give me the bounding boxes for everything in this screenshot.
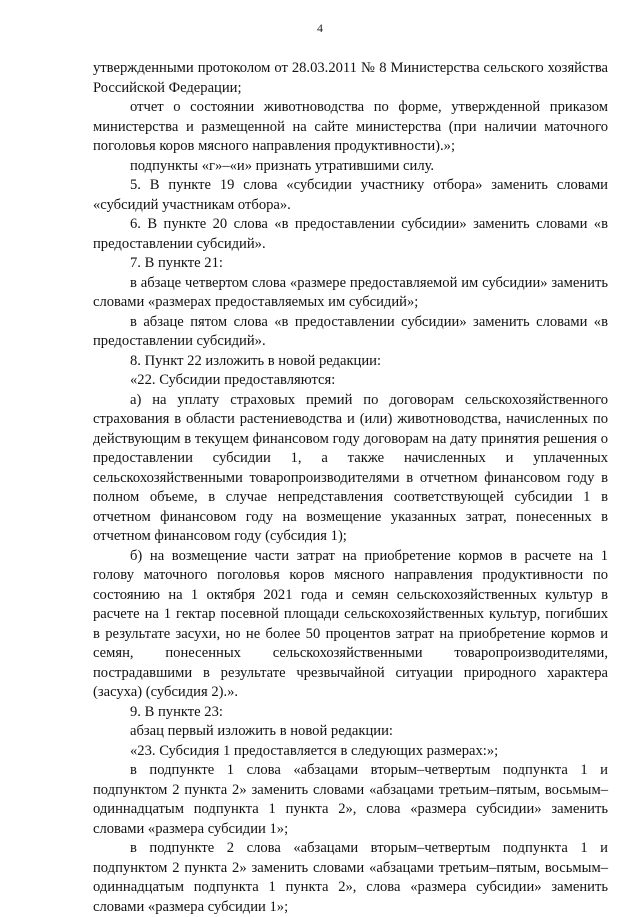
document-body xyxy=(93,59,608,917)
paragraph: а) на уплату страховых премий по договорам сельскохозяйственного страхования в области растениеводства и (или) животноводства, начисленных по действующим в текущем финансовом году договорам на дату принятия решения о предоставлении субсидии 1, а также начисленных и уплаченных сельскохозяйственными товаропроизводителями в отчетном финансовом году в полном объеме, в случае непредставления соответствующей субсидии 1 в отчетном финансовом году на возмещение указанных затрат, понесенных в отчетном финансовом году (субсидия 1); xyxy=(93,391,608,544)
paragraph: 8. Пункт 22 изложить в новой редакции: xyxy=(130,352,382,369)
paragraph: 7. В пункте 21: xyxy=(130,255,223,271)
paragraph: абзац первый изложить в новой редакции: xyxy=(130,723,393,739)
paragraph: утвержденными протоколом от 28.03.2011 № 8 Министерства сельского хозяйства Российской Федерации; xyxy=(93,60,608,96)
paragraph: 5. В пункте 19 слова «субсидии участнику отбора» заменить словами «субсидий участникам отбора». xyxy=(93,177,608,213)
paragraph: в абзаце пятом слова «в предоставлении субсидии» заменить словами «в предоставлении субсидий». xyxy=(93,313,608,349)
page-number: 4 xyxy=(317,21,323,35)
paragraph: в абзаце четвертом слова «размере предоставляемой им субсидии» заменить словами «размерах предоставляемых им субсидий»; xyxy=(93,274,608,310)
paragraph: подпункты «г»–«и» признать утратившими силу. xyxy=(130,157,435,174)
paragraph: 6. В пункте 20 слова «в предоставлении субсидии» заменить словами «в предоставлении субсидий». xyxy=(93,216,608,252)
paragraph: 9. В пункте 23: xyxy=(130,703,223,720)
paragraph: в подпункте 1 слова «абзацами вторым–четвертым подпункта 1 и подпунктом 2 пункта 2» заменить словами «абзацами третьим–пятым, восьмым–одиннадцатым подпункта 1 пункта 2», слова «размера субсидии» заменить словами «размера субсидии 1»; xyxy=(93,762,608,837)
paragraph: б) на возмещение части затрат на приобретение кормов в расчете на 1 голову маточного поголовья коров мясного направления продуктивности по состоянию на 1 октября 2021 года и семян сельскохозяйственных культур в расчете на 1 гектар посевной площади сельскохозяйственных культур, погибших в результате засухи, но не более 50 процентов затрат на приобретение кормов и семян, понесенных сельскохозяйственными товаропроизводителями, пострадавшими в результате чрезвычайной ситуации природного характера (засуха) (субсидия 2).». xyxy=(93,547,608,700)
paragraph: «22. Субсидии предоставляются: xyxy=(130,372,336,388)
paragraph: в подпункте 2 слова «абзацами вторым–четвертым подпункта 1 и подпунктом 2 пункта 2» заменить словами «абзацами третьим–пятым, восьмым–одиннадцатым подпункта 1 пункта 2», слова «размера субсидии» заменить словами «размера субсидии 1»; xyxy=(93,840,608,915)
paragraph: «23. Субсидия 1 предоставляется в следующих размерах:»; xyxy=(130,742,499,759)
paragraph: отчет о состоянии животноводства по форме, утвержденной приказом министерства и размещенной на сайте министерства (при наличии маточного поголовья коров мясного направления продуктивности).»; xyxy=(93,99,608,154)
